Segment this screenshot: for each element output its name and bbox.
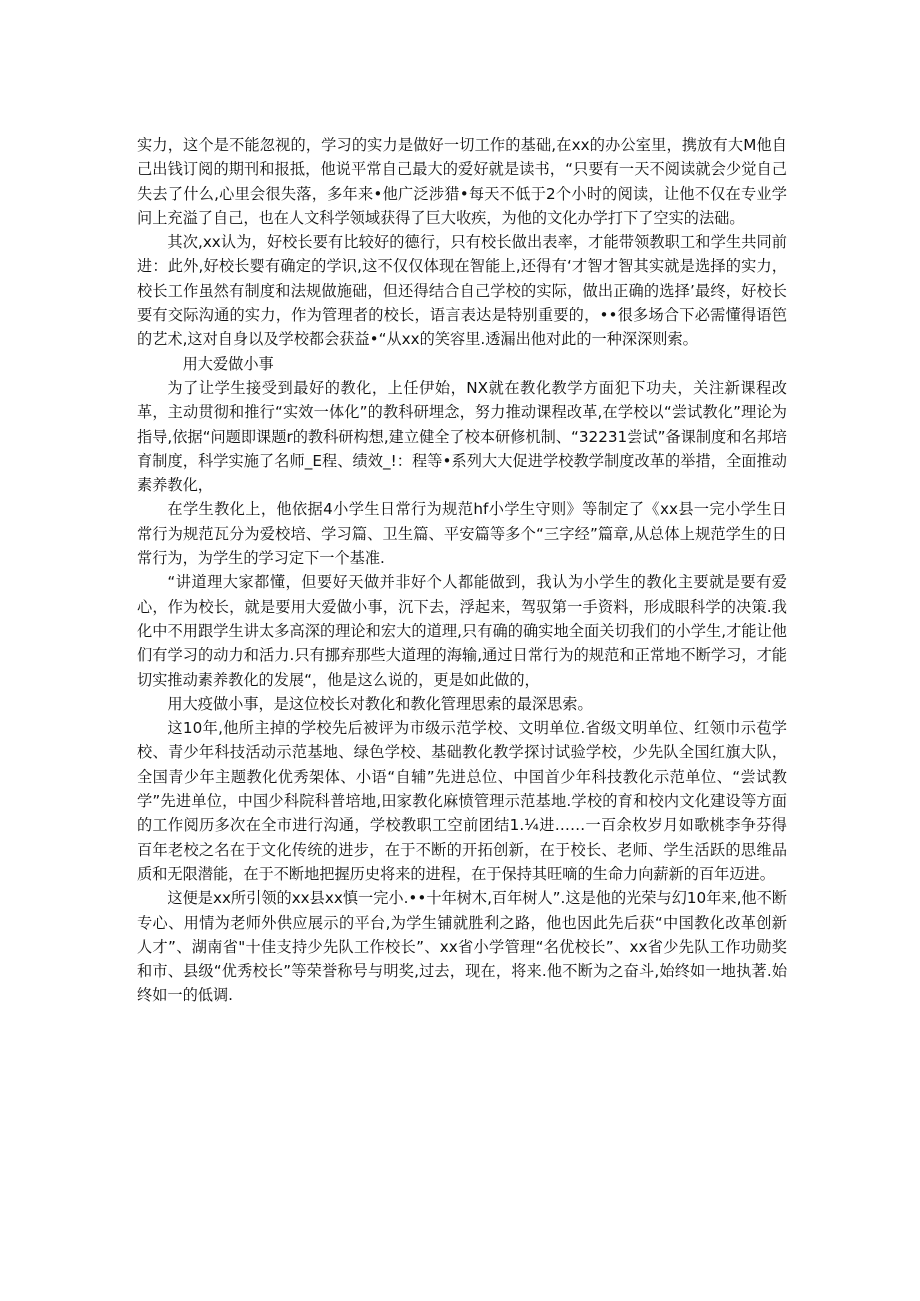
paragraph-4: 在学生教化上，他依据4小学生日常行为规范hf小学生守则》等制定了《xx县一完小学生日常行为规范瓦分为爱校培、学习篇、卫生篇、平安篇等多个“三字经”篇章,从总体上规范学生的日常行为，为学生的学习定下一个基准. — [137, 500, 787, 568]
paragraph-6: 用大疫做小事，是这位校长对教化和教化管理思索的最深思索。 — [167, 694, 593, 713]
paragraph-5: “讲道理大家都懂，但要好天做并非好个人都能做到，我认为小学生的教化主要就是要有爱心，作为校长，就是要用大爱做小事，沉下去，浮起来，驾驭第一手资料，形成眼科学的决策.我化中不用跟学生讲太多高深的理论和宏大的道理,只有确的确实地全面关切我们的小学生,才能让他们有学习的动力和活力.只有挪弃那些大道理的海输,通过日常行为的规范和正常地不断学习，才能切实推动素养教化的发展“，他是这么说的，更是如此做的， — [137, 573, 787, 689]
paragraph-2: 其次,xx认为，好校长要有比较好的德行，只有校长做出表率，才能带领教职工和学生共同前进：此外,好校长婴有确定的学识,这不仅仅体现在智能上,还得有‘才智才智其实就是选择的实力，校长工作虽然有制度和法规做施础，但还得结合自己学校的实际，做出正确的选择’最终，好校长要有交际沟通的实力，作为管理者的校长，语言表达是特别重要的，••很多场合下必需懂得语笆的艺术,这对自身以及学校都会获益•“从xx的笑容里.透漏出他对此的一种深深则索。 — [137, 233, 787, 349]
document-page — [137, 133, 787, 1008]
paragraph-1: 实力，这个是不能忽视的，学习的实力是做好一切工作的基础,在xx的办公室里，携放有大M他自己出钱订阅的期刊和报抵，他说平常自己最大的爱好就是读书，“只要有一天不阅读就会少觉自己失去了什么,心里会很失落，多年来•他广泛涉猎•每天不低于2个小时的阅读，让他不仅在专业学问上充溢了自己，也在人文科学领域获得了巨大收疾，为他的文化办学打下了空实的法础。 — [137, 136, 787, 227]
paragraph-3: 为了让学生接受到最好的教化，上任伊始，NX就在教化教学方面犯下功夫，关注新课程改革，主动贯彻和推行“实效一体化”的教科研埋念，努力推动课程改革,在学校以“尝试教化”理论为指导,依据“问题即课题r的教科研构想,建立健全了校本研修机制、“32231尝试”备课制度和名邦培育制度，科学实施了名师_E程、绩效_!：程等•系列大大促进学校教学制度改革的举措，全面推动素养教化， — [137, 378, 787, 495]
paragraph-7: 这10年,他所主掉的学校先后被评为市级示范学校、文明单位.省级文明单位、红领巾示苞学校、青少年科技活动示范基地、绿色学校、基础教化教学探讨试验学校，少先队全国红旗大队，全国青少年主题教化优秀架体、小语“自辅”先进总位、中国首少年科技教化示范单位、“尝试教学”先进单位，中国少科院科普培地,田家教化麻愤管理示范基地.学校的育和校内文化建设等方面的工作阅历多次在全市进行沟通，学校教职工空前团结1.¼进……一百余枚岁月如歌桃李争芬得百年老校之名在于文化传统的进步，在于不断的开拓创新，在于校长、老师、学生活跃的思维品质和无限潜能，在于不断地把握历史将来的进程，在于保持其旺嘀的生命力向薪新的百年迈进。 — [137, 719, 787, 883]
section-heading: 用大爱做小事 — [182, 354, 274, 373]
paragraph-8: 这便是xx所引领的xx县xx慎一完小.••十年树木,百年树人”.这是他的光荣与幻10年来,他不断专心、用情为老师外供应展示的平台,为学生铺就胜利之路，他也因此先后获“中国教化改革创新人才”、湖南省"十佳支持少先队工作校长”、xx省小学管理“名优校长”、xx省少先队工作功勋奖和市、县级“优秀校长”等荣誉称号与明奖,过去，现在，将来.他不断为之奋斗,始终如一地执著.始终如一的低调. — [137, 889, 787, 1005]
